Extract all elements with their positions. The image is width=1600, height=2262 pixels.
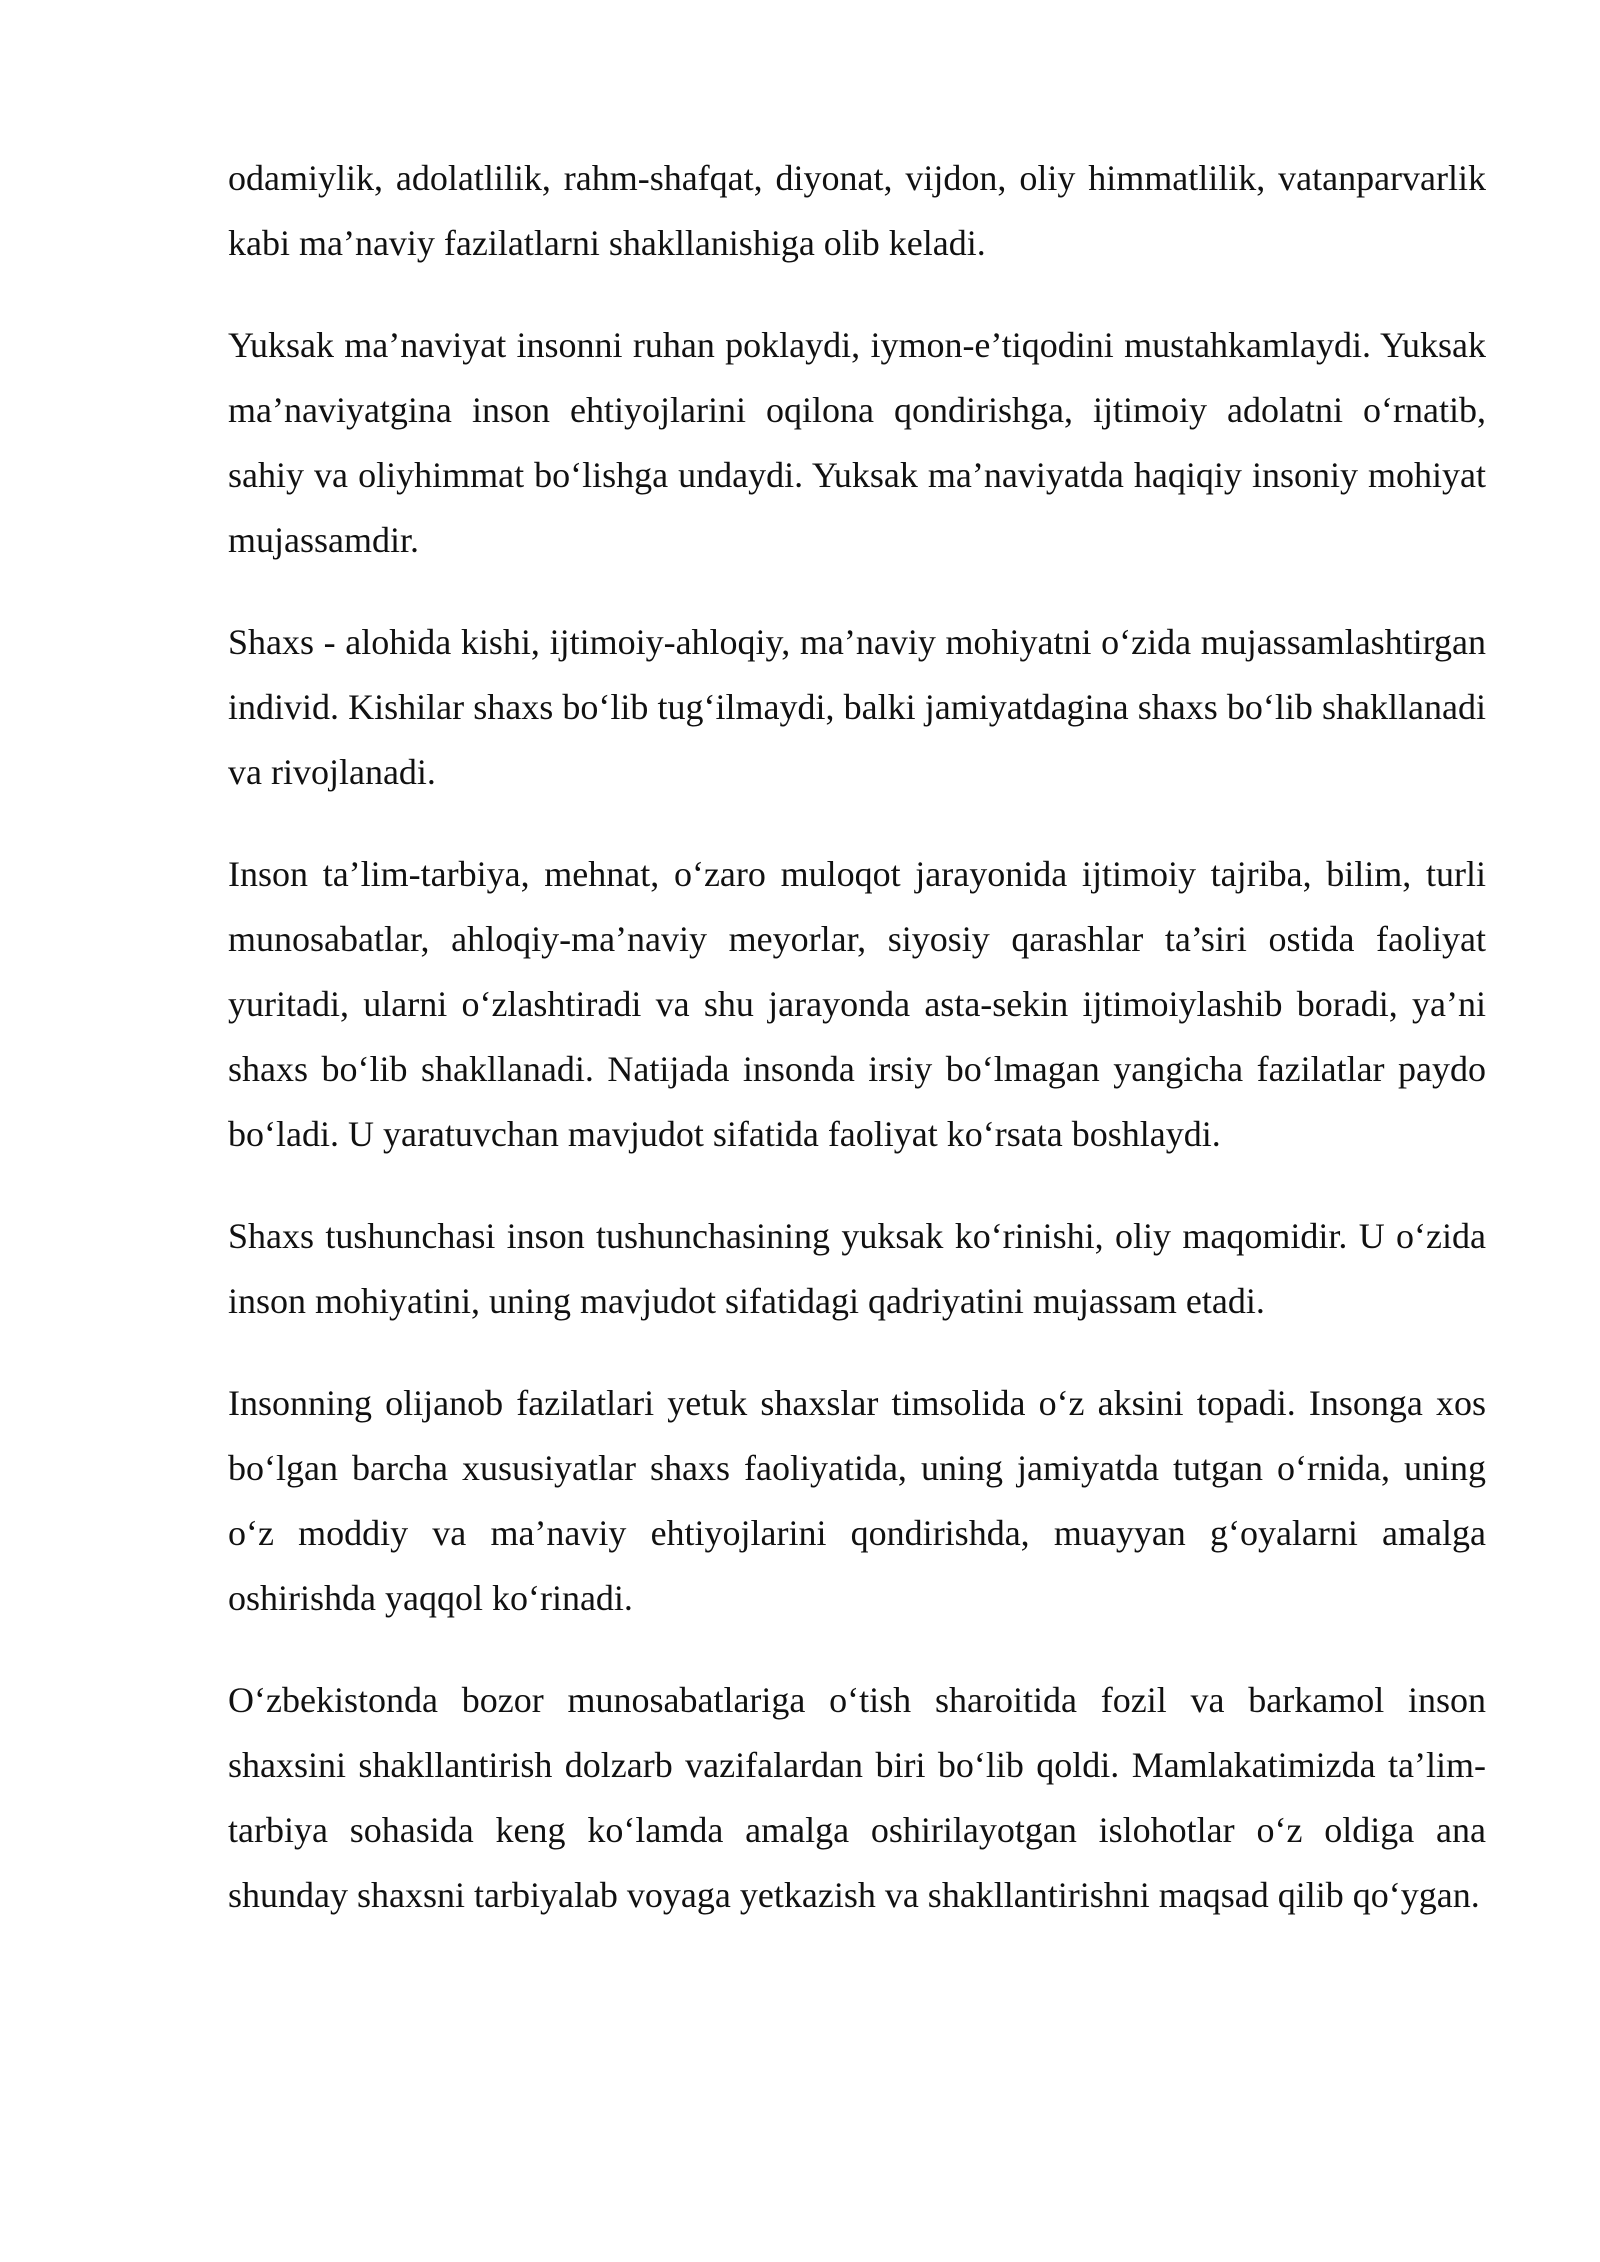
document-body (228, 146, 1486, 1965)
paragraph-7: O‘zbekistonda bozor munosabatlariga o‘tish sharoitida fozil va barkamol inson shaxsini shakllantirish dolzarb vazifalardan biri bo‘lib qoldi. Mamlakatimizda ta’lim-tarbiya sohasida keng ko‘lamda amalga oshirilayotgan islohotlar o‘z oldiga ana shunday shaxsni tarbiyalab voyaga yetkazish va shakllantirishni maqsad qilib qo‘ygan. (228, 1680, 1486, 1915)
paragraph-1: odamiylik, adolatlilik, rahm-shafqat, diyonat, vijdon, oliy himmatlilik, vatanparvarlik kabi ma’naviy fazilatlarni shakllanishiga olib keladi. (228, 158, 1486, 263)
paragraph-5: Shaxs tushunchasi inson tushunchasining yuksak ko‘rinishi, oliy maqomidir. U o‘zida inson mohiyatini, uning mavjudot sifatidagi qadriyatini mujassam etadi. (228, 1216, 1486, 1321)
paragraph-2: Yuksak ma’naviyat insonni ruhan poklaydi, iymon-e’tiqodini mustahkamlaydi. Yuksak ma’naviyatgina inson ehtiyojlarini oqilona qondirishga, ijtimoiy adolatni o‘rnatib, sahiy va oliyhimmat bo‘lishga undaydi. Yuksak ma’naviyatda haqiqiy insoniy mohiyat mujassamdir. (228, 325, 1486, 560)
paragraph-3: Shaxs - alohida kishi, ijtimoiy-ahloqiy, ma’naviy mohiyatni o‘zida mujassamlashtirgan individ. Kishilar shaxs bo‘lib tug‘ilmaydi, balki jamiyatdagina shaxs bo‘lib shakllanadi va rivojlanadi. (228, 622, 1486, 792)
paragraph-4: Inson ta’lim-tarbiya, mehnat, o‘zaro muloqot jarayonida ijtimoiy tajriba, bilim, turli munosabatlar, ahloqiy-ma’naviy meyorlar, siyosiy qarashlar ta’siri ostida faoliyat yuritadi, ularni o‘zlashtiradi va shu jarayonda asta-sekin ijtimoiylashib boradi, ya’ni shaxs bo‘lib shakllanadi. Natijada insonda irsiy bo‘lmagan yangicha fazilatlar paydo bo‘ladi. U yaratuvchan mavjudot sifatida faoliyat ko‘rsata boshlaydi. (228, 854, 1486, 1154)
paragraph-6: Insonning olijanob fazilatlari yetuk shaxslar timsolida o‘z aksini topadi. Insonga xos bo‘lgan barcha xususiyatlar shaxs faoliyatida, uning jamiyatda tutgan o‘rnida, uning o‘z moddiy va ma’naviy ehtiyojlarini qondirishda, muayyan g‘oyalarni amalga oshirishda yaqqol ko‘rinadi. (228, 1383, 1486, 1618)
